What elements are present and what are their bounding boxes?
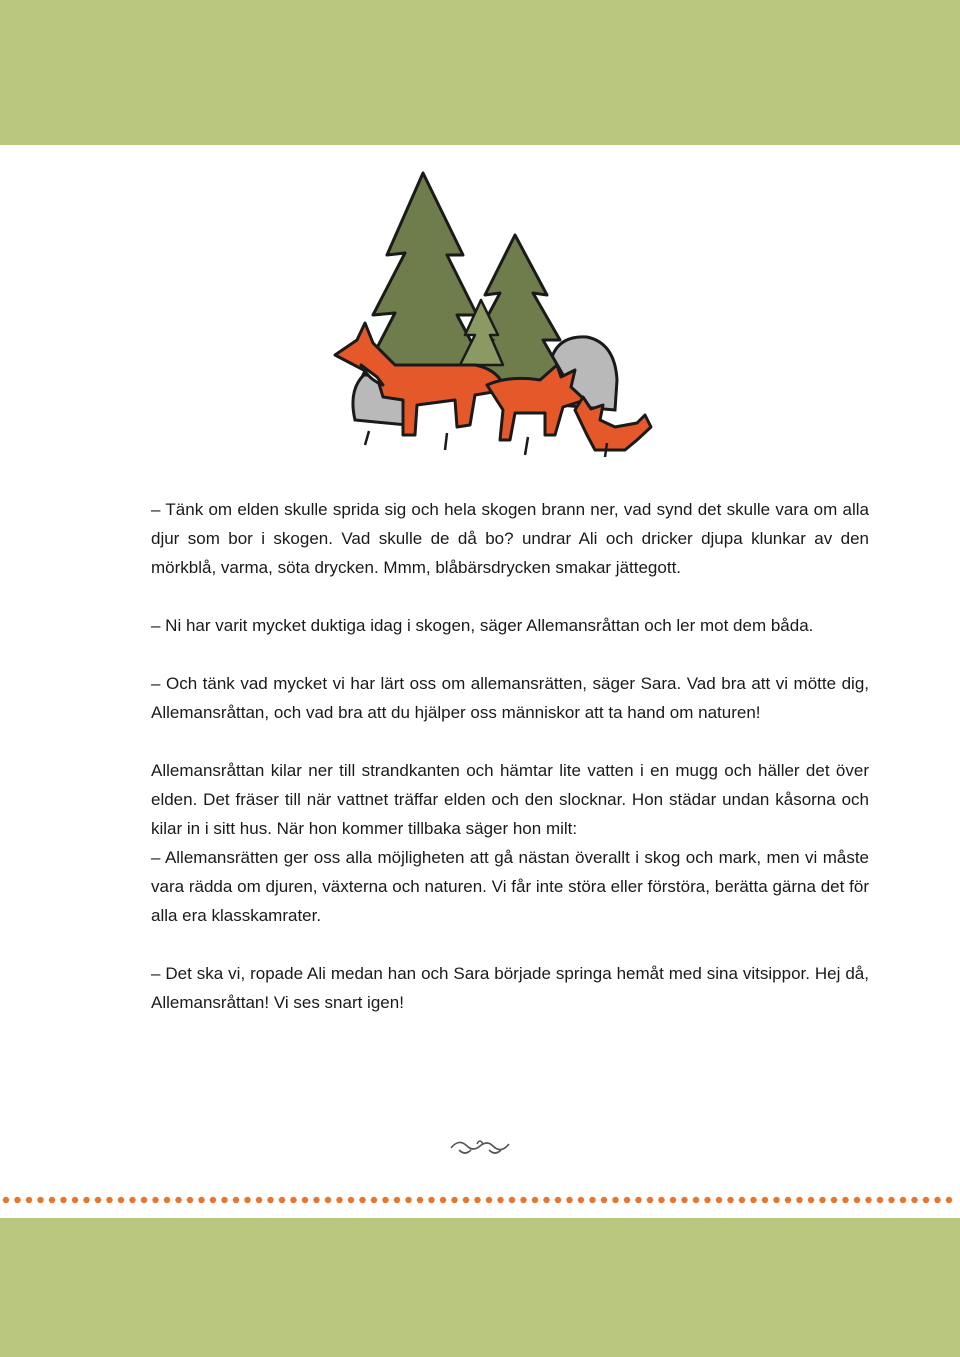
divider-dot bbox=[635, 1197, 641, 1203]
divider-dot bbox=[14, 1197, 20, 1203]
divider-dot bbox=[371, 1197, 377, 1203]
divider-dot bbox=[877, 1197, 883, 1203]
divider-dot bbox=[923, 1197, 929, 1203]
divider-dot bbox=[210, 1197, 216, 1203]
divider-dot bbox=[658, 1197, 664, 1203]
divider-dot bbox=[405, 1197, 411, 1203]
divider-dot bbox=[704, 1197, 710, 1203]
divider-dot bbox=[313, 1197, 319, 1203]
divider-dot bbox=[49, 1197, 55, 1203]
divider-dot bbox=[348, 1197, 354, 1203]
divider-dot bbox=[532, 1197, 538, 1203]
divider-dot bbox=[463, 1197, 469, 1203]
paragraph-6: – Det ska vi, ropade Ali medan han och Sara började springa hemåt med sina vitsippor. Hej då, Allemansråttan! Vi ses snart igen! bbox=[151, 964, 869, 1012]
paragraph-3: – Och tänk vad mycket vi har lärt oss om allemansrätten, säger Sara. Vad bra att vi mötte dig, Allemansråttan, och vad bra att du hjälper oss människor att ta hand om naturen! bbox=[151, 674, 869, 722]
divider-dot bbox=[520, 1197, 526, 1203]
divider-dot bbox=[785, 1197, 791, 1203]
divider-dot bbox=[888, 1197, 894, 1203]
divider-dot bbox=[336, 1197, 342, 1203]
divider-dot bbox=[900, 1197, 906, 1203]
divider-dot bbox=[302, 1197, 308, 1203]
paragraph-5: – Allemansrätten ger oss alla möjligheten att gå nästan överallt i skog och mark, men vi måste vara rädda om djuren, växterna och naturen. Vi får inte störa eller förstöra, berätta gärna det för alla era klasskamrater. bbox=[151, 848, 869, 925]
divider-dot bbox=[727, 1197, 733, 1203]
divider-dot bbox=[83, 1197, 89, 1203]
divider-dot bbox=[566, 1197, 572, 1203]
divider-dot bbox=[681, 1197, 687, 1203]
divider-dot bbox=[417, 1197, 423, 1203]
divider-dot bbox=[601, 1197, 607, 1203]
divider-dot bbox=[221, 1197, 227, 1203]
divider-dot bbox=[739, 1197, 745, 1203]
divider-dot bbox=[440, 1197, 446, 1203]
divider-dot bbox=[716, 1197, 722, 1203]
divider-dot bbox=[359, 1197, 365, 1203]
divider-dot bbox=[589, 1197, 595, 1203]
divider-dot bbox=[796, 1197, 802, 1203]
divider-dot bbox=[808, 1197, 814, 1203]
divider-dot bbox=[279, 1197, 285, 1203]
dotted-line-divider bbox=[0, 1195, 960, 1205]
paragraph-1: – Tänk om elden skulle sprida sig och hela skogen brann ner, vad synd det skulle vara om alla djur som bor i skogen. Vad skulle de då bo? undrar Ali och dricker djupa klunkar av den mörkblå, varma, söta drycken. Mmm, blåbärsdrycken smakar jättegott. bbox=[151, 500, 869, 577]
divider-dot bbox=[394, 1197, 400, 1203]
divider-dot bbox=[3, 1197, 9, 1203]
divider-dot bbox=[773, 1197, 779, 1203]
divider-dot bbox=[762, 1197, 768, 1203]
divider-dot bbox=[854, 1197, 860, 1203]
divider-dot bbox=[451, 1197, 457, 1203]
divider-dot bbox=[670, 1197, 676, 1203]
divider-dot bbox=[26, 1197, 32, 1203]
divider-dot bbox=[129, 1197, 135, 1203]
divider-dot bbox=[290, 1197, 296, 1203]
divider-dot bbox=[486, 1197, 492, 1203]
divider-dot bbox=[865, 1197, 871, 1203]
bottom-green-band bbox=[0, 1218, 960, 1357]
divider-dot bbox=[164, 1197, 170, 1203]
divider-dot bbox=[555, 1197, 561, 1203]
divider-dot bbox=[187, 1197, 193, 1203]
divider-dot bbox=[647, 1197, 653, 1203]
divider-dot bbox=[382, 1197, 388, 1203]
divider-dot bbox=[95, 1197, 101, 1203]
divider-dot bbox=[141, 1197, 147, 1203]
grass-strokes bbox=[365, 431, 607, 457]
divider-dot bbox=[842, 1197, 848, 1203]
divider-dot bbox=[474, 1197, 480, 1203]
divider-dot bbox=[750, 1197, 756, 1203]
divider-dot bbox=[934, 1197, 940, 1203]
divider-dot bbox=[612, 1197, 618, 1203]
paragraph-2: – Ni har varit mycket duktiga idag i skogen, säger Allemansråttan och ler mot dem båda. bbox=[151, 616, 814, 635]
divider-dot bbox=[946, 1197, 952, 1203]
divider-dot bbox=[60, 1197, 66, 1203]
divider-dot bbox=[543, 1197, 549, 1203]
divider-dot bbox=[233, 1197, 239, 1203]
story-text bbox=[151, 495, 869, 1046]
divider-dot bbox=[693, 1197, 699, 1203]
divider-dot bbox=[831, 1197, 837, 1203]
divider-dot bbox=[911, 1197, 917, 1203]
divider-dot bbox=[509, 1197, 515, 1203]
flourish-ornament-icon bbox=[449, 1136, 511, 1158]
divider-dot bbox=[152, 1197, 158, 1203]
divider-dot bbox=[325, 1197, 331, 1203]
divider-dot bbox=[497, 1197, 503, 1203]
divider-dot bbox=[106, 1197, 112, 1203]
divider-dot bbox=[118, 1197, 124, 1203]
divider-dot bbox=[624, 1197, 630, 1203]
divider-dot bbox=[428, 1197, 434, 1203]
paragraph-4: Allemansråttan kilar ner till strandkanten och hämtar lite vatten i en mugg och häller det över elden. Det fräser till när vattnet träffar elden och den slocknar. Hon städar undan kåsorna och kilar in i sitt hus. När hon kommer tillbaka säger hon milt: bbox=[151, 761, 869, 838]
divider-dot bbox=[72, 1197, 78, 1203]
divider-dot bbox=[37, 1197, 43, 1203]
divider-dot bbox=[819, 1197, 825, 1203]
divider-dot bbox=[256, 1197, 262, 1203]
divider-dot bbox=[175, 1197, 181, 1203]
divider-dot bbox=[578, 1197, 584, 1203]
divider-dot bbox=[244, 1197, 250, 1203]
divider-dot bbox=[198, 1197, 204, 1203]
top-green-band bbox=[0, 0, 960, 145]
divider-dot bbox=[267, 1197, 273, 1203]
forest-foxes-illustration bbox=[325, 165, 665, 465]
